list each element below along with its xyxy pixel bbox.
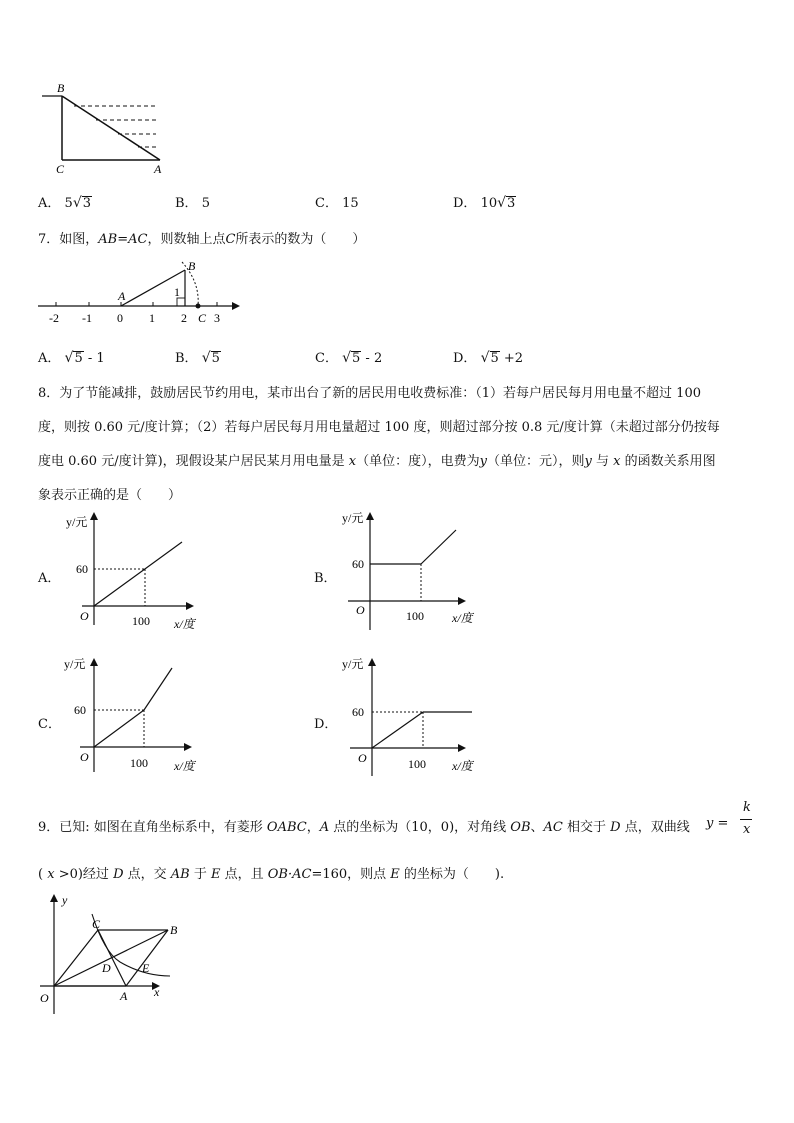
q7-label-c: C bbox=[198, 311, 207, 325]
q6-label-a: A bbox=[154, 162, 162, 176]
q8-graph-b[interactable] bbox=[336, 506, 486, 634]
q7-option-b[interactable]: B． √5 bbox=[175, 350, 220, 366]
q8-b-xlabel: x/度 bbox=[452, 611, 473, 625]
q8-c-ylabel: y/元 bbox=[64, 657, 86, 671]
q8-a-xlabel: x/度 bbox=[174, 617, 195, 631]
q9-fig-a: A bbox=[120, 989, 128, 1003]
q9-fig-y: y bbox=[62, 893, 68, 907]
q8-d-ylabel: y/元 bbox=[342, 657, 364, 671]
q6-label-b: B bbox=[57, 81, 65, 95]
q7-option-a[interactable]: A． √5 - 1 bbox=[38, 350, 105, 366]
q8-c-xtick: 100 bbox=[130, 756, 148, 770]
q8-b-ytick: 60 bbox=[352, 557, 364, 571]
q7-label-b: B bbox=[188, 259, 196, 273]
q6-option-d[interactable]: D． 10√3 bbox=[453, 195, 516, 211]
q8-d-origin: O bbox=[358, 751, 367, 765]
q8-a-ylabel: y/元 bbox=[66, 515, 88, 529]
q8-graph-c[interactable] bbox=[60, 654, 210, 779]
q8-option-b-letter[interactable]: B． bbox=[314, 571, 337, 586]
q8-d-xtick: 100 bbox=[408, 757, 426, 771]
q8-line-4: 象表示正确的是（ ） bbox=[38, 488, 182, 503]
q9-fig-o: O bbox=[40, 991, 49, 1005]
q8-d-xlabel: x/度 bbox=[452, 759, 473, 773]
q8-c-xlabel: x/度 bbox=[174, 759, 195, 773]
q9-fig-x: x bbox=[154, 985, 160, 999]
q8-a-ytick: 60 bbox=[76, 562, 88, 576]
q7-tick-m2: -2 bbox=[49, 311, 59, 325]
q6-option-c[interactable]: C． 15 bbox=[315, 196, 359, 211]
q7-label-one: 1 bbox=[174, 285, 180, 299]
q7-option-d[interactable]: D． √5 +2 bbox=[453, 350, 524, 366]
q7-number-line bbox=[34, 256, 244, 328]
q8-graph-d[interactable] bbox=[336, 654, 486, 782]
q8-a-xtick: 100 bbox=[132, 614, 150, 628]
q8-b-ylabel: y/元 bbox=[342, 511, 364, 525]
q9-fig-b: B bbox=[170, 923, 178, 937]
q7-question: 7．如图，AB=AC，则数轴上点C所表示的数为（ ） bbox=[38, 232, 366, 247]
q8-d-ytick: 60 bbox=[352, 705, 364, 719]
q6-figure bbox=[30, 78, 180, 178]
q7-tick-1: 1 bbox=[149, 311, 155, 325]
q9-line-1: 9．已知: 如图在直角坐标系中，有菱形 OABC，A 点的坐标为（10，0)，对角线 OB、AC 相交于 D 点，双曲线 bbox=[38, 820, 690, 835]
q7-tick-2: 2 bbox=[181, 311, 187, 325]
q8-option-c-letter[interactable]: C． bbox=[38, 717, 61, 732]
q8-c-origin: O bbox=[80, 750, 89, 764]
q7-tick-0: 0 bbox=[117, 311, 123, 325]
q8-option-d-letter[interactable]: D． bbox=[314, 717, 338, 732]
q9-fig-d: D bbox=[102, 961, 111, 975]
q8-line-1: 8．为了节能减排，鼓励居民节约用电，某市出台了新的居民用电收费标准：（1）若每户居民每月用电量不超过 100 bbox=[38, 386, 701, 401]
q7-label-a: A bbox=[118, 289, 126, 303]
q8-b-origin: O bbox=[356, 603, 365, 617]
q8-option-a-letter[interactable]: A． bbox=[38, 571, 61, 586]
q6-option-b[interactable]: B． 5 bbox=[175, 196, 210, 211]
q8-a-origin: O bbox=[80, 609, 89, 623]
q6-label-c: C bbox=[56, 162, 65, 176]
q9-line-2: ( x >0)经过 D 点，交 AB 于 E 点，且 OB·AC=160，则点 E 的坐标为（ ). bbox=[38, 867, 505, 882]
q7-tick-3: 3 bbox=[214, 311, 220, 325]
q8-question bbox=[38, 377, 768, 513]
q9-figure bbox=[34, 890, 184, 1030]
q8-b-xtick: 100 bbox=[406, 609, 424, 623]
q8-line-3: 度电 0.60 元/度计算)，现假设某户居民某月用电量是 x（单位：度），电费为y（单位：元），则y 与 x 的函数关系用图 bbox=[38, 454, 716, 469]
q9-fig-e: E bbox=[142, 961, 150, 975]
q7-option-c[interactable]: C． √5 - 2 bbox=[315, 350, 383, 366]
q8-graph-a[interactable] bbox=[60, 510, 210, 635]
q8-line-2: 度，则按 0.60 元/度计算；（2）若每户居民每月用电量超过 100 度，则超过部分按 0.8 元/度计算（未超过部分仍按每 bbox=[38, 420, 720, 435]
q8-c-ytick: 60 bbox=[74, 703, 86, 717]
q9-fig-c: C bbox=[92, 917, 101, 931]
q6-option-a[interactable]: A． 5√3 bbox=[38, 195, 92, 211]
q7-tick-m1: -1 bbox=[82, 311, 92, 325]
